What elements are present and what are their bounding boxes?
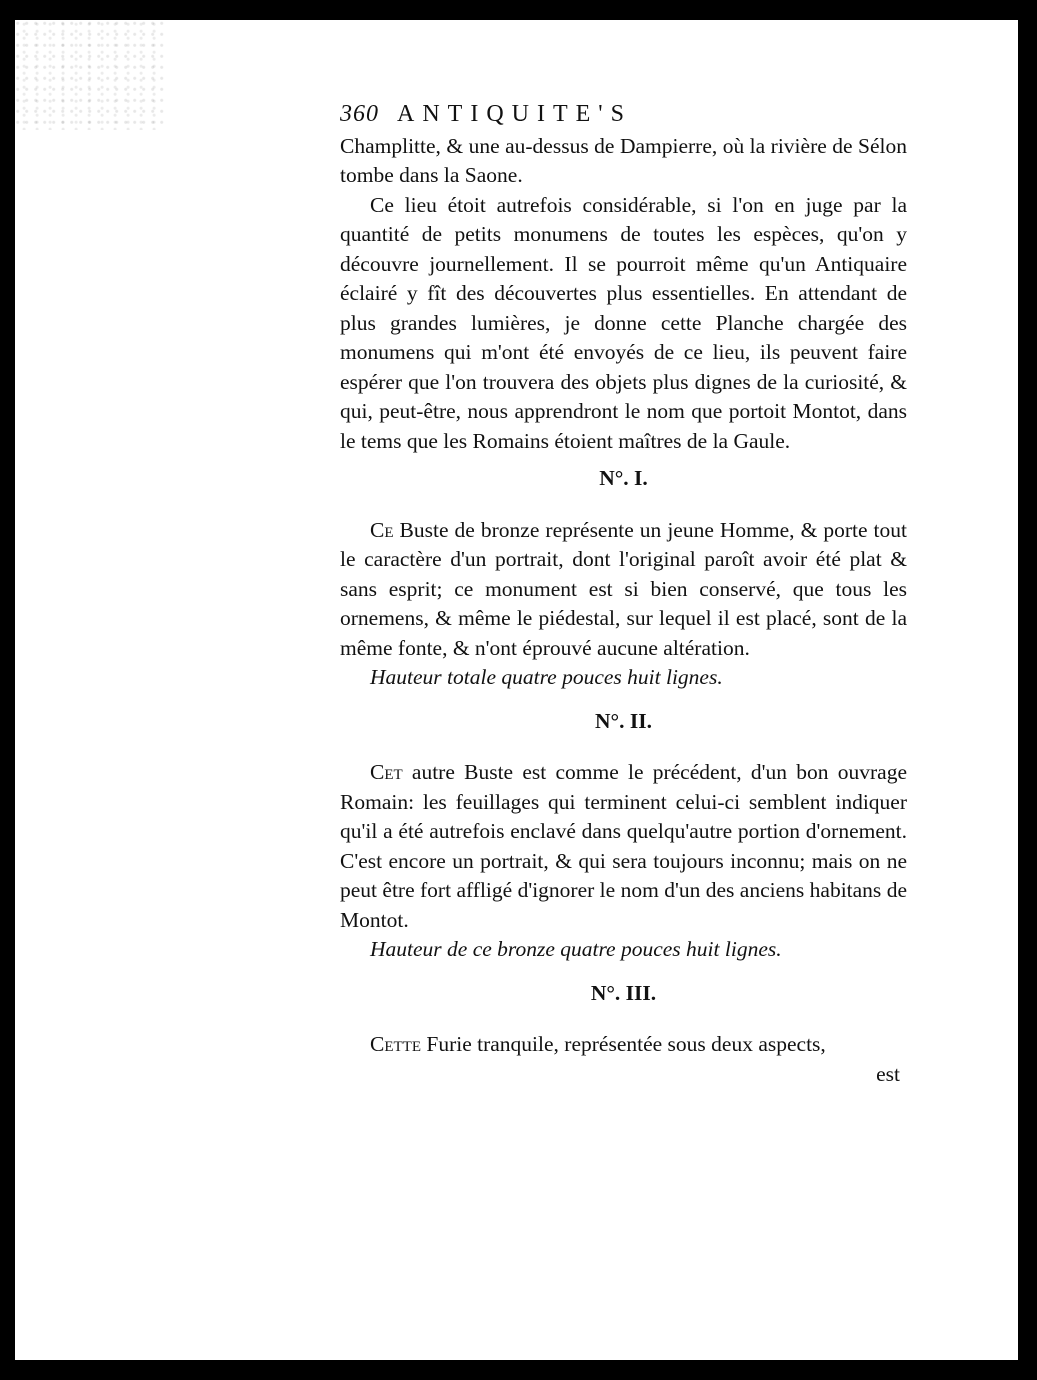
lead-word: Cet [370, 760, 403, 784]
measurement-1: Hauteur totale quatre pouces huit lignes. [370, 665, 723, 689]
page-text [340, 100, 907, 1089]
paragraph-text: Buste de bronze représente un jeune Homme, & porte tout le caractère d'un portrait, dont l'original paroît avoir été plat & sans esprit; ce monument est si bien conservé, que tous les ornemens, & même le piédestal, sur lequel il est placé, sont de la même fonte, & n'ont éprouvé aucune altération. [340, 517, 907, 660]
section-heading-1: N°. I. [599, 466, 648, 490]
running-title: ANTIQUITE'S [397, 101, 632, 127]
paragraph-montot: Ce lieu étoit autrefois considérable, si l'on en juge par la quantité de petits monumens de toutes les espèces, qu'on y découvre journellement. Il se pourroit même qu'un Antiquaire éclairé y fît des découvertes plus essentielles. En attendant de plus grandes lumières, je donne cette Planche chargée des monumens qui m'ont été envoyés de ce lieu, ils peuvent faire espérer que l'on trouvera des objets plus dignes de la curiosité, & qui, peut-être, nous apprendront le nom que portoit Montot, dans le tems que les Romains étoient maîtres de la Gaule. [340, 192, 907, 453]
paragraph-continuation: Champlitte, & une au-dessus de Dampierre, où la rivière de Sélon tombe dans la Saone. [340, 133, 907, 187]
paragraph-no-2 [340, 758, 907, 935]
lead-word: Ce [370, 517, 394, 542]
measurement-2: Hauteur de ce bronze quatre pouces huit lignes. [370, 937, 782, 961]
section-heading-2: N°. II. [595, 708, 652, 733]
page-speckle [15, 20, 165, 130]
section-heading-3: N°. III. [590, 980, 657, 1005]
lead-word: Cette [370, 1032, 421, 1056]
page-number: 360 [340, 101, 379, 127]
paragraph-no-3 [340, 1030, 907, 1060]
paragraph-text: Furie tranquile, représentée sous deux aspects, [421, 1032, 826, 1056]
running-header [340, 100, 907, 130]
paragraph-no-1 [340, 516, 907, 664]
catchword: est [876, 1061, 900, 1086]
paragraph-text: autre Buste est comme le précédent, d'un bon ouvrage Romain: les feuillages qui terminent celui-ci semblent indiquer qu'il a été autrefois enclavé dans quelqu'autre portion d'ornement. C'est encore un portrait, & qui sera toujours inconnu; mais on ne peut être fort affligé d'ignorer le nom d'un des anciens habitans de Montot. [340, 760, 907, 932]
